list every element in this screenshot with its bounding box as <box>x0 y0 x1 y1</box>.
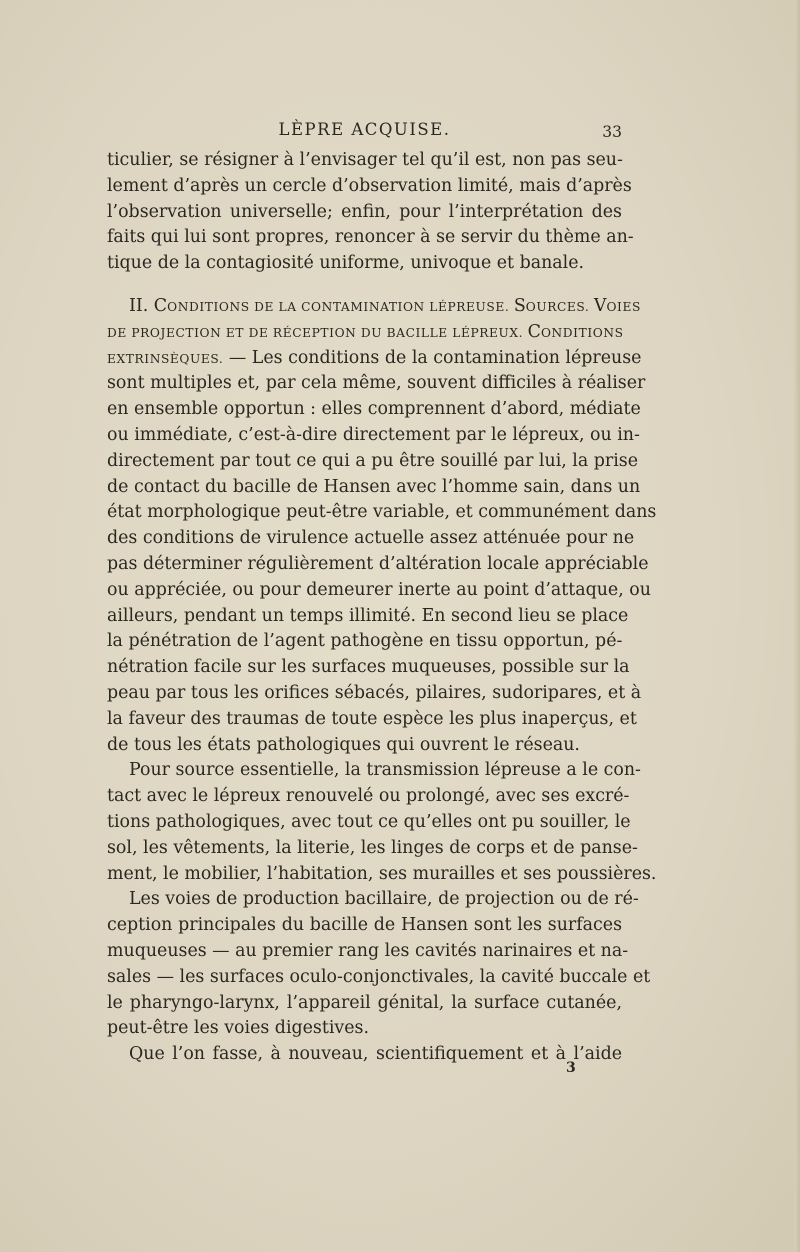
text-line: en ensemble opportun : elles comprennent d’abord, médiate <box>107 399 641 420</box>
text-line: sol, les vêtements, la literie, les linges de corps et de panse- <box>107 837 638 858</box>
text-line: tique de la contagiosité uniforme, univoque et banale. <box>107 253 585 274</box>
text-line: faits qui lui sont propres, renoncer à se servir du thème an- <box>107 227 634 248</box>
running-title: LÈPRE ACQUISE. <box>278 120 451 139</box>
heading-initial: V <box>593 295 607 316</box>
text-line: peau par tous les orifices sébacés, pilaires, sudoripares, et à <box>107 682 642 703</box>
text-line: sales — les surfaces oculo-conjonctivales, la cavité buccale et <box>107 966 651 987</box>
heading-text: — Les conditions de la contamination lépreuse <box>223 347 642 368</box>
text-line: ailleurs, pendant un temps illimité. En second lieu se place <box>107 605 629 626</box>
text-line: de tous les états pathologiques qui ouvrent le réseau. <box>107 734 580 755</box>
text-line: tions pathologiques, avec tout ce qu’elles ont pu souiller, le <box>107 811 631 832</box>
text-line: ou appréciée, ou pour demeurer inerte au point d’attaque, ou <box>107 579 651 600</box>
heading-smallcaps: OIES <box>606 299 641 314</box>
paragraph-gap <box>107 277 622 294</box>
text-line: pas déterminer régulièrement d’altération locale appréciable <box>107 553 649 574</box>
heading-initial: S <box>513 295 526 316</box>
text-line: Que l’on fasse, à nouveau, scientifiquement et à l’aide <box>129 1044 622 1065</box>
text-line: directement par tout ce qui a pu être souillé par lui, la prise <box>107 450 638 471</box>
text-line: peut-être les voies digestives. <box>107 1018 369 1039</box>
heading-smallcaps: EXTRINSÈQUES. <box>107 351 224 366</box>
text-line: Pour source essentielle, la transmission lépreuse a le con- <box>129 760 641 781</box>
text-line: ception principales du bacille de Hansen sont les surfaces <box>107 915 622 936</box>
text-line: muqueuses — au premier rang les cavités narinaires et na- <box>107 940 629 961</box>
page-header <box>107 118 622 146</box>
heading-smallcaps: ONDITIONS <box>540 325 624 340</box>
text-line: l’observation universelle; enfin, pour l’interprétation des <box>107 201 622 222</box>
body-text <box>107 148 657 1068</box>
text-line: des conditions de virulence actuelle assez atténuée pour ne <box>107 528 635 549</box>
text-line: la pénétration de l’agent pathogène en tissu opportun, pé- <box>107 631 623 652</box>
text-line: de contact du bacille de Hansen avec l’homme sain, dans un <box>107 476 641 497</box>
section-heading-line <box>107 294 641 320</box>
signature-mark: 3 <box>566 1060 576 1076</box>
section-heading-line <box>107 320 622 346</box>
heading-smallcaps: DE PROJECTION ET DE RÉCEPTION DU BACILLE LÉPREUX. <box>107 325 528 340</box>
text-line: la faveur des traumas de toute espèce les plus inaperçus, et <box>107 708 637 729</box>
text-line: ment, le mobilier, l’habitation, ses murailles et ses poussières. <box>107 863 657 884</box>
text-line: sont multiples et, par cela même, souvent difficiles à réaliser <box>107 373 646 394</box>
text-line: ticulier, se résigner à l’envisager tel qu’il est, non pas seu- <box>107 150 623 170</box>
text-line: tact avec le lépreux renouvelé ou prolongé, avec ses excré- <box>107 786 630 807</box>
heading-initial: C <box>153 295 168 316</box>
page-number: 33 <box>602 123 622 141</box>
text-line: le pharyngo-larynx, l’appareil génital, la surface cutanée, <box>107 992 622 1013</box>
heading-initial: C <box>527 321 541 342</box>
text-line: nétration facile sur les surfaces muqueuses, possible sur la <box>107 657 630 678</box>
text-line: ou immédiate, c’est-à-dire directement par le lépreux, ou in- <box>107 424 640 445</box>
heading-smallcaps: OURCES. <box>525 299 594 314</box>
text-line: état morphologique peut-être variable, et communément dans <box>107 502 657 523</box>
text-line: lement d’après un cercle d’observation limité, mais d’après <box>107 175 632 196</box>
section-heading-line <box>107 346 642 372</box>
section-numeral: II. <box>129 295 154 316</box>
text-line: Les voies de production bacillaire, de projection ou de ré- <box>129 889 639 910</box>
page-edge <box>794 0 800 1252</box>
heading-smallcaps: ONDITIONS DE LA CONTAMINATION LÉPREUSE. <box>167 299 514 314</box>
